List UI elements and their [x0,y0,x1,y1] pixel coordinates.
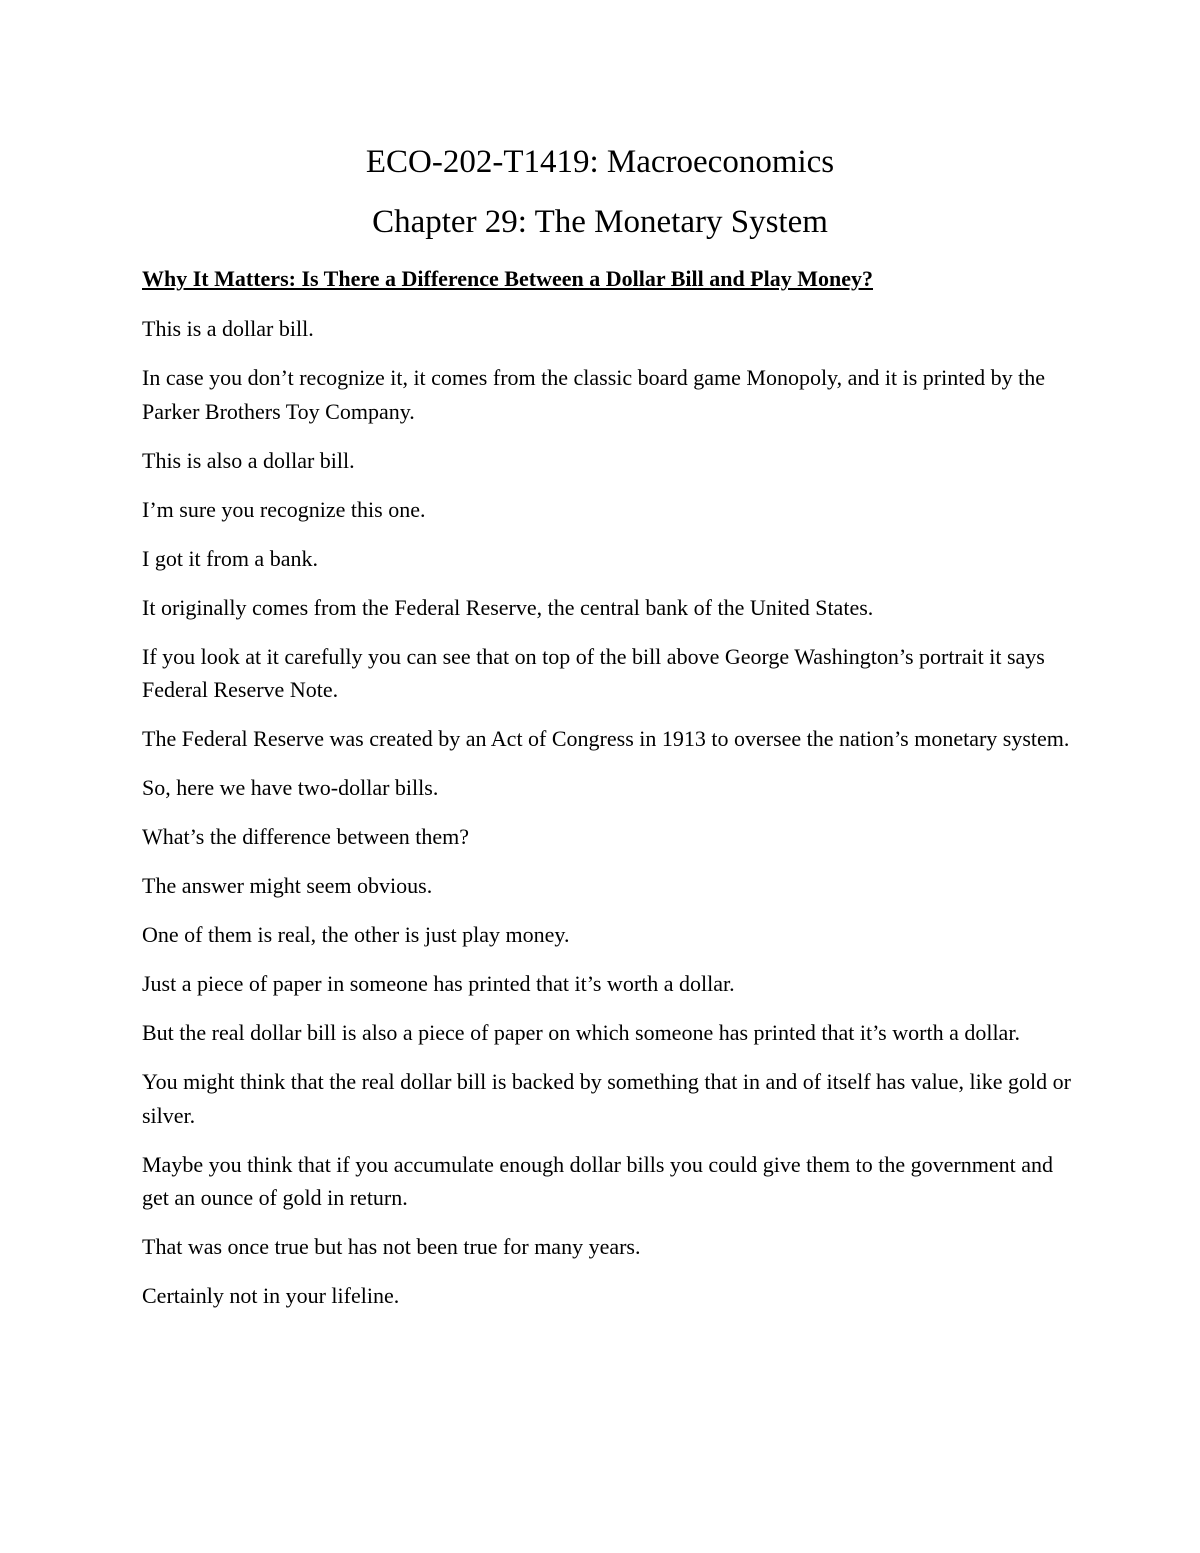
paragraph: Maybe you think that if you accumulate enough dollar bills you could give them to the government and get an ounce of gold in return. [142,1151,1053,1210]
section-heading: Why It Matters: Is There a Difference Between a Dollar Bill and Play Money? [142,266,873,291]
paragraph: The Federal Reserve was created by an Act of Congress in 1913 to oversee the nation’s monetary system. [142,726,1070,751]
paragraph: It originally comes from the Federal Reserve, the central bank of the United States. [142,594,874,620]
paragraph: Certainly not in your lifeline. [142,1283,400,1308]
paragraph: I’m sure you recognize this one. [142,496,426,522]
paragraph: The answer might seem obvious. [142,873,433,898]
document-title: ECO-202-T1419: Macroeconomics [365,144,835,180]
paragraph: You might think that the real dollar bill is backed by something that in and of itself has value, like gold or silver. [142,1069,1071,1128]
paragraph: That was once true but has not been true for many years. [142,1234,641,1259]
paragraph: One of them is real, the other is just play money. [142,922,570,947]
paragraph: Just a piece of paper in someone has printed that it’s worth a dollar. [142,971,735,996]
chapter-title: Chapter 29: The Monetary System [372,204,828,240]
paragraph: In case you don’t recognize it, it comes from the classic board game Monopoly, and it is printed by the Parker Brothers Toy Company. [142,365,1045,424]
paragraph: What’s the difference between them? [142,824,469,849]
paragraph: But the real dollar bill is also a piece of paper on which someone has printed that it’s worth a dollar. [142,1020,1020,1045]
paragraph: This is a dollar bill. [142,316,314,341]
paragraph: If you look at it carefully you can see that on top of the bill above George Washington’s portrait it says Federal Reserve Note. [142,643,1045,702]
paragraph: So, here we have two-dollar bills. [142,775,439,800]
paragraph: This is also a dollar bill. [142,447,355,473]
document-body [142,312,1072,1328]
paragraph: I got it from a bank. [142,545,318,571]
